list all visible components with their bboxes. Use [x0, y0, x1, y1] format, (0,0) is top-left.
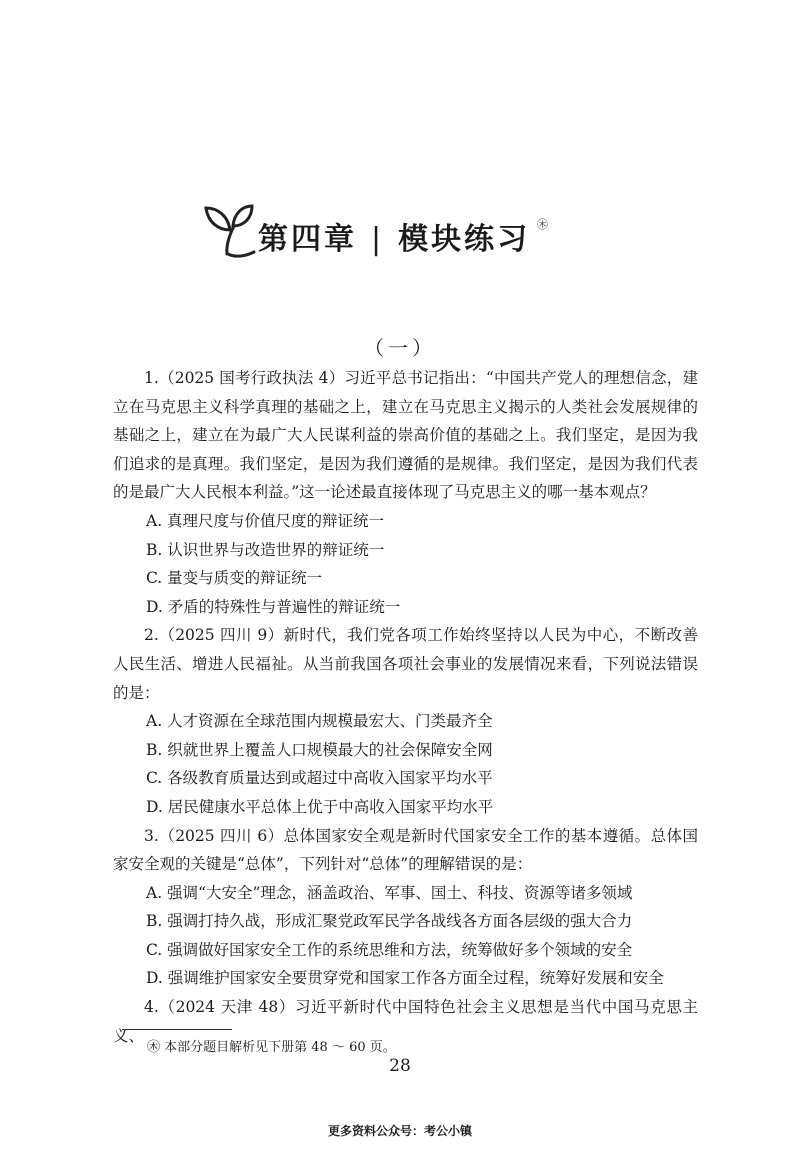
option-item: D. 强调维护国家安全要贯穿党和国家工作各方面全过程，统筹好发展和安全 — [146, 969, 664, 988]
chapter-separator: | — [371, 222, 385, 257]
option-item: D. 居民健康水平总体上优于中高收入国家平均水平 — [146, 797, 494, 816]
option-item: B. 织就世界上覆盖人口规模最大的社会保障安全网 — [146, 740, 493, 759]
option-item: C. 各级教育质量达到或超过中高收入国家平均水平 — [146, 769, 493, 788]
chapter-title — [258, 214, 530, 258]
page-number: 28 — [389, 1056, 411, 1076]
sprout-icon — [200, 200, 256, 260]
question-stem: 3.（2025 四川 6）总体国家安全观是新时代国家安全工作的基本遵循。总体国家安全观的关键是“总体”，下列针对“总体”的理解错误的是： — [113, 826, 698, 874]
question-stem: 4.（2024 天津 48）习近平新时代中国特色社会主义思想是当代中国马克思主义、 — [113, 998, 698, 1045]
option-item: B. 认识世界与改造世界的辩证统一 — [146, 540, 385, 559]
option-item: A. 真理尺度与价值尺度的辩证统一 — [146, 511, 385, 530]
footer-banner: 更多资料公众号：考公小镇 — [327, 1124, 472, 1138]
option-item: A. 人才资源在全球范围内规模最宏大、门类最齐全 — [146, 712, 493, 731]
section-heading: （一） — [364, 336, 436, 360]
option-item: B. 强调打持久战，形成汇聚党政军民学各战线各方面各层级的强大合力 — [146, 912, 633, 931]
question-stem: 2.（2025 四川 9）新时代，我们党各项工作始终坚持以人民为中心，不断改善人民生活、增进人民福祉。从当前我国各项社会事业的发展情况来看，下列说法错误的是： — [113, 626, 698, 702]
chapter-number: 第四章 — [258, 222, 357, 257]
note-mark-icon: ㊍ — [537, 218, 548, 231]
option-item: C. 强调做好国家安全工作的系统思维和方法，统筹做好多个领域的安全 — [146, 940, 633, 959]
footnote-divider — [122, 1029, 232, 1030]
question-list — [113, 364, 698, 1050]
chapter-heading — [200, 200, 620, 270]
chapter-name: 模块练习 — [398, 222, 531, 257]
question-stem: 1.（2025 国考行政执法 4）习近平总书记指出：“中国共产党人的理想信念，建立在马克思主义科学真理的基础之上，建立在马克思主义揭示的人类社会发展规律的基础之上，建立在为最广大人民谋利益的崇高价值的基础之上。我们坚定，是因为我们追求的是真理。我们坚定，是因为我们遵循的是规律。我们坚定，是因为我们代表的是最广大人民根本利益。”这一论述最直接体现了马克思主义的哪一基本观点？ — [113, 369, 698, 502]
option-item: A. 强调“大安全”理念，涵盖政治、军事、国土、科技、资源等诸多领域 — [146, 883, 633, 902]
footnote: ㊍ 本部分题目解析见下册第 48 ～ 60 页。 — [147, 1040, 396, 1055]
option-item: D. 矛盾的特殊性与普遍性的辩证统一 — [146, 597, 401, 616]
option-item: C. 量变与质变的辩证统一 — [146, 569, 323, 588]
